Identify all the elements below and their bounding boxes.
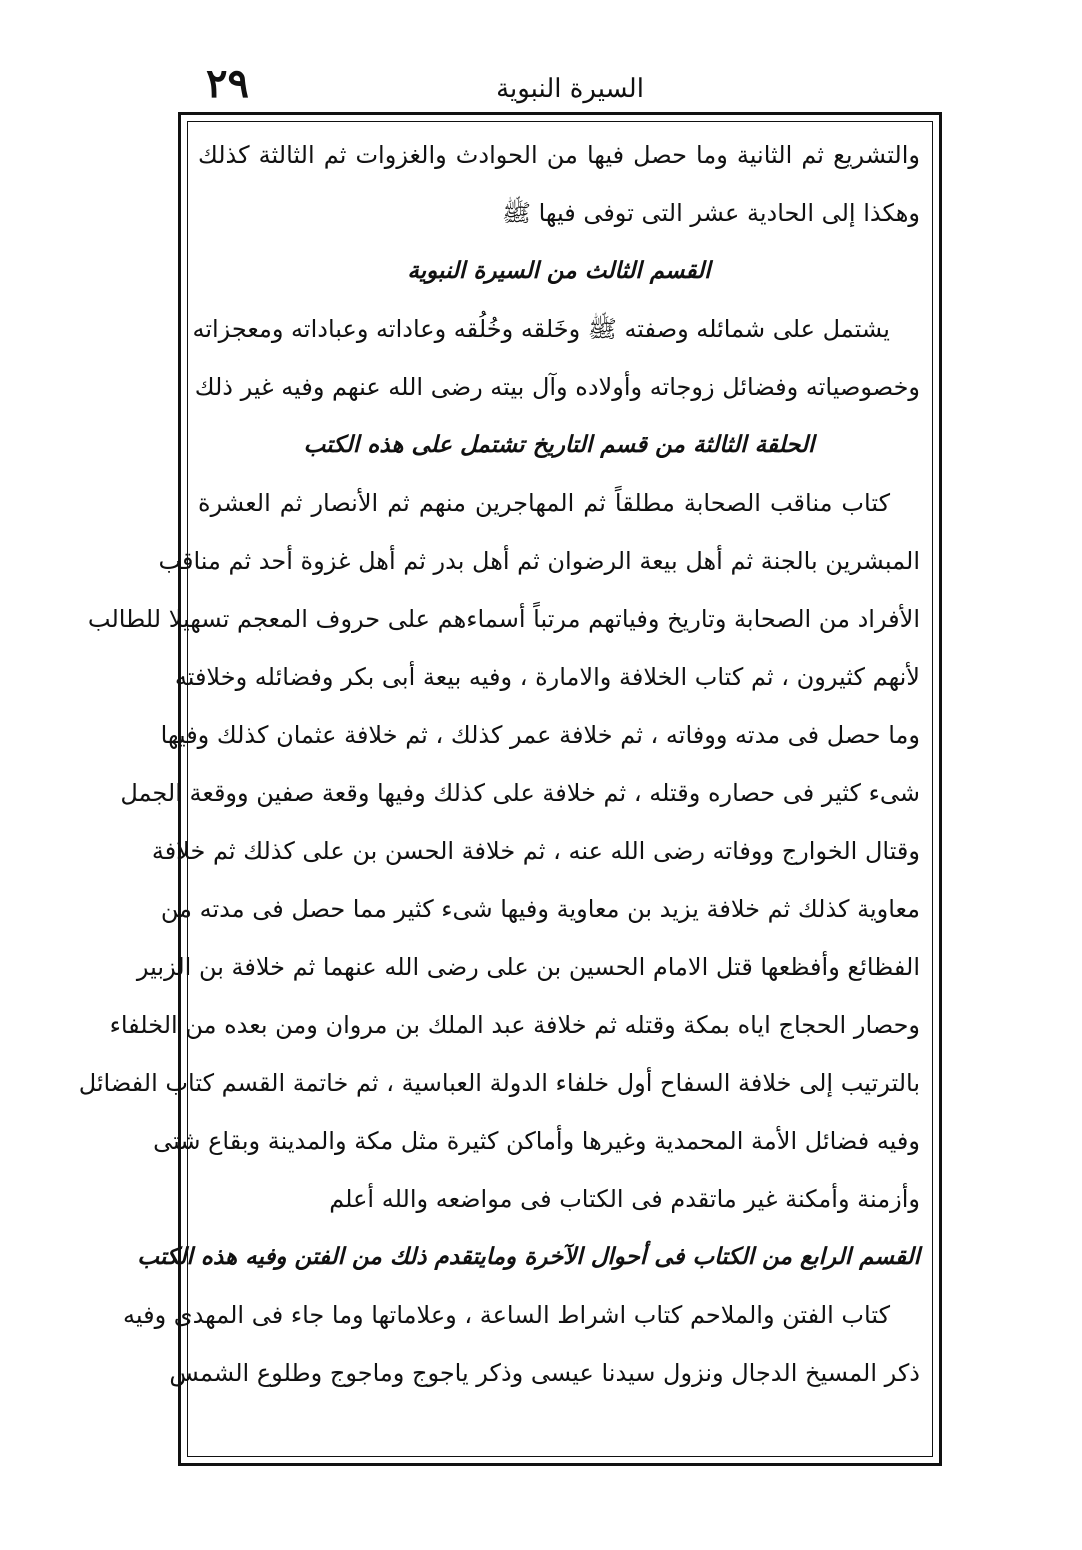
text-line: والتشريع ثم الثانية وما حصل فيها من الحوادث والغزوات ثم الثالثة كذلك	[198, 141, 920, 169]
section-heading: القسم الثالث من السيرة النبوية	[407, 258, 711, 284]
text-line: وقتال الخوارج ووفاته رضى الله عنه ، ثم خلافة الحسن بن على كذلك ثم خلافة	[151, 837, 920, 865]
text-line: بالترتيب إلى خلافة السفاح أول خلفاء الدولة العباسية ، ثم خاتمة القسم كتاب الفضائل	[78, 1069, 920, 1097]
text-line: معاوية كذلك ثم خلافة يزيد بن معاوية وفيها شىء كثير مما حصل فى مدته من	[160, 895, 920, 923]
text-line: وأزمنة وأمكنة غير ماتقدم فى الكتاب فى مواضعه والله أعلم	[329, 1185, 920, 1213]
text-line: الفظائع وأفظعها قتل الامام الحسين بن على رضى الله عنهما ثم خلافة بن الزبير	[136, 953, 920, 981]
text-line: يشتمل على شمائله وصفته ﷺ وخَلقه وخُلُقه وعاداته وعباداته ومعجزاته	[192, 315, 890, 343]
text-line: ذكر المسيخ الدجال ونزول سيدنا عيسى وذكر ياجوج وماجوج وطلوع الشمس	[169, 1359, 920, 1387]
text-line: وما حصل فى مدته ووفاته ، ثم خلافة عمر كذلك ، ثم خلافة عثمان كذلك وفيها	[160, 721, 920, 749]
page-number: ٢٩	[206, 60, 249, 107]
text-line: شىء كثير فى حصاره وقتله ، ثم خلافة على كذلك وفيها وقعة صفين ووقعة الجمل	[120, 779, 920, 807]
text-line: كتاب مناقب الصحابة مطلقاً ثم المهاجرين منهم ثم الأنصار ثم العشرة	[198, 489, 890, 517]
running-head: السيرة النبوية	[496, 74, 644, 104]
text-line: الأفراد من الصحابة وتاريخ وفياتهم مرتباً أسماءهم على حروف المعجم تسهيلا للطالب	[87, 605, 920, 633]
text-line: المبشرين بالجنة ثم أهل بيعة الرضوان ثم أهل بدر ثم أهل غزوة أحد ثم مناقب	[158, 547, 920, 575]
text-line: وحصار الحجاج اياه بمكة وقتله ثم خلافة عبد الملك بن مروان ومن بعده من الخلفاء	[109, 1011, 920, 1039]
text-line: لأنهم كثيرون ، ثم كتاب الخلافة والامارة ، وفيه بيعة أبى بكر وفضائله وخلافته	[174, 663, 920, 691]
section-heading: الحلقة الثالثة من قسم التاريخ تشتمل على هذه الكتب	[303, 432, 815, 458]
text-line: وهكذا إلى الحادية عشر التى توفى فيها ﷺ	[501, 199, 920, 227]
section-heading: القسم الرابع من الكتاب فى أحوال الآخرة ومايتقدم ذلك من الفتن وفيه هذه الكتب	[137, 1244, 920, 1270]
text-line: وخصوصياته وفضائل زوجاته وأولاده وآل بيته رضى الله عنهم وفيه غير ذلك	[194, 373, 920, 401]
text-line: كتاب الفتن والملاحم كتاب اشراط الساعة ، وعلاماتها وما جاء فى المهدى وفيه	[122, 1301, 890, 1329]
body-text	[78, 126, 920, 1402]
text-line: وفيه فضائل الأمة المحمدية وغيرها وأماكن كثيرة مثل مكة والمدينة وبقاع شتى	[153, 1127, 920, 1155]
